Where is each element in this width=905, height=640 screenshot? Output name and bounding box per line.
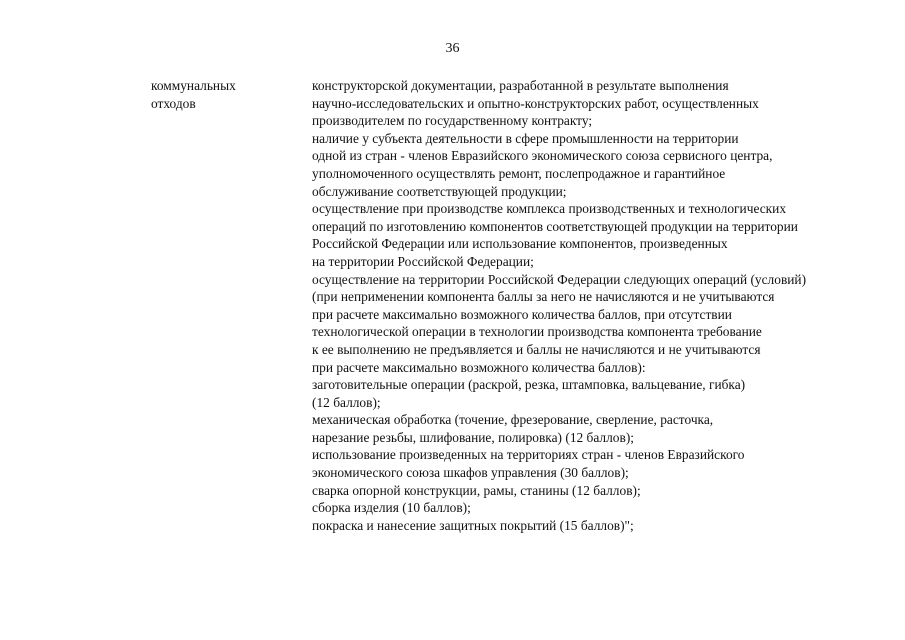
left-column-line: отходов bbox=[151, 95, 196, 111]
right-column-line: заготовительные операции (раскрой, резка, штамповка, вальцевание, гибка) bbox=[312, 377, 746, 393]
right-column-line: при расчете максимально возможного количества баллов, при отсутствии bbox=[312, 306, 732, 322]
right-column-line: одной из стран - членов Евразийского экономического союза сервисного центра, bbox=[312, 148, 773, 164]
right-column-line: сварка опорной конструкции, рамы, станины (12 баллов); bbox=[312, 482, 641, 498]
right-column-line: экономического союза шкафов управления (30 баллов); bbox=[312, 465, 629, 481]
right-column-line: конструкторской документации, разработанной в результате выполнения bbox=[312, 78, 729, 93]
right-column-line: технологической операции в технологии производства компонента требование bbox=[312, 324, 762, 340]
right-column-line: (12 баллов); bbox=[312, 394, 381, 410]
right-column-line: обслуживание соответствующей продукции; bbox=[312, 183, 567, 199]
right-column-line: Российской Федерации или использование компонентов, произведенных bbox=[312, 236, 728, 252]
right-column-line: производителем по государственному контракту; bbox=[312, 113, 593, 129]
right-column-line: осуществление на территории Российской Федерации следующих операций (условий) bbox=[312, 271, 807, 287]
right-column-line: использование произведенных на территориях стран - членов Евразийского bbox=[312, 447, 745, 463]
right-column-line: при расчете максимально возможного количества баллов): bbox=[312, 359, 646, 375]
left-column-line: коммунальных bbox=[151, 78, 236, 93]
page-number: 36 bbox=[445, 41, 460, 56]
right-column-line: научно-исследовательских и опытно-конструкторских работ, осуществленных bbox=[312, 95, 759, 111]
right-column-line: наличие у субъекта деятельности в сфере промышленности на территории bbox=[312, 130, 739, 146]
right-column-line: уполномоченного осуществлять ремонт, послепродажное и гарантийное bbox=[312, 165, 726, 181]
right-column-line: нарезание резьбы, шлифование, полировка) (12 баллов); bbox=[312, 429, 634, 445]
right-column-line: (при неприменении компонента баллы за него не начисляются и не учитываются bbox=[312, 289, 775, 305]
right-column-line: осуществление при производстве комплекса производственных и технологических bbox=[312, 201, 787, 217]
right-column-line: на территории Российской Федерации; bbox=[312, 253, 534, 269]
right-column bbox=[312, 77, 897, 534]
left-column bbox=[151, 77, 301, 112]
right-column-line: механическая обработка (точение, фрезерование, сверление, расточка, bbox=[312, 412, 714, 428]
right-column-line: сборка изделия (10 баллов); bbox=[312, 500, 471, 516]
right-column-line: покраска и нанесение защитных покрытий (15 баллов)"; bbox=[312, 517, 634, 533]
right-column-line: к ее выполнению не предъявляется и баллы не начисляются и не учитываются bbox=[312, 341, 761, 357]
right-column-line: операций по изготовлению компонентов соответствующей продукции на территории bbox=[312, 218, 798, 234]
